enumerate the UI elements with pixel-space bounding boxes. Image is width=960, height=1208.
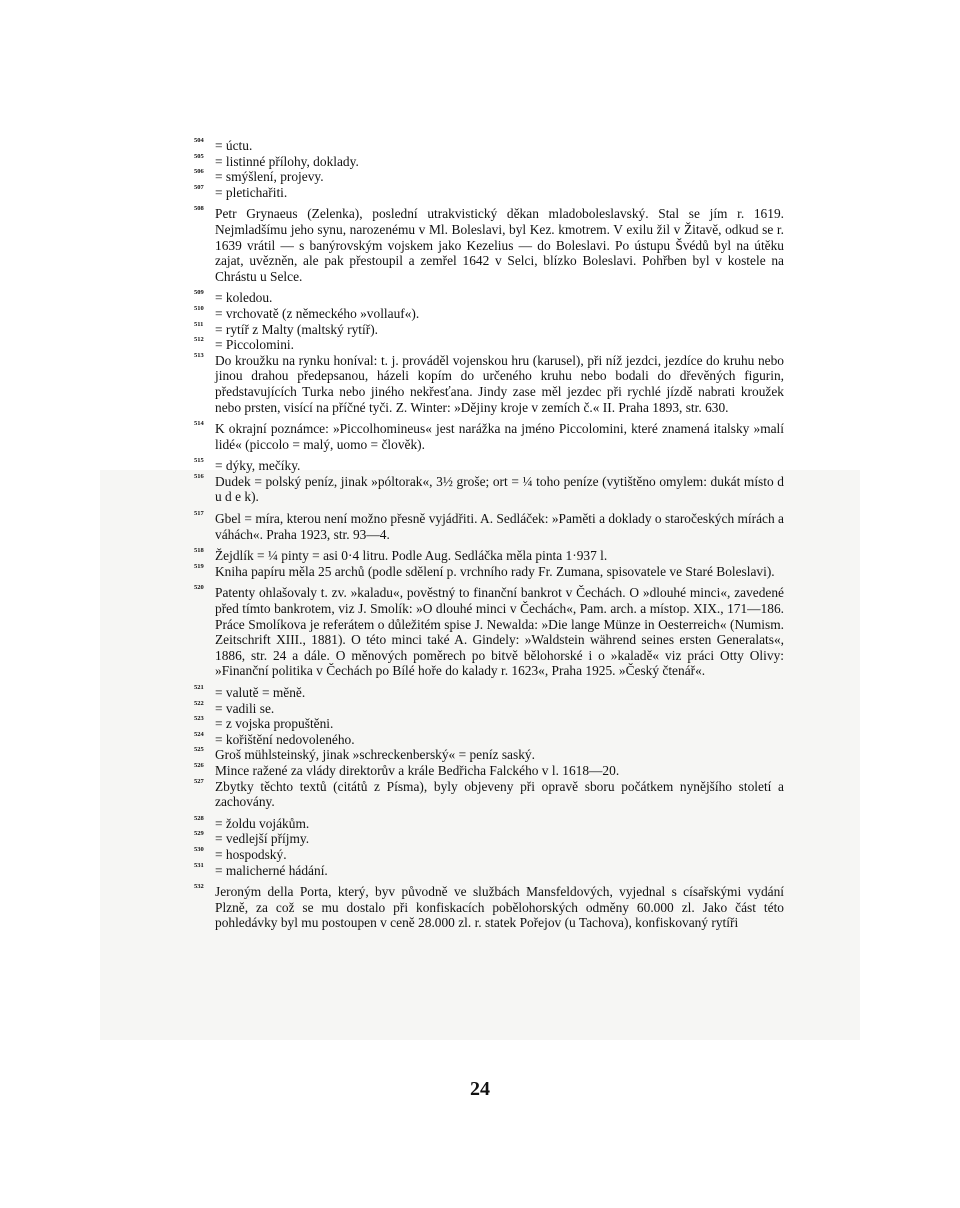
footnote-text: Žejdlík = ¼ pinty = asi 0·4 litru. Podle Aug. Sedláčka měla pinta 1·937 l. — [215, 548, 608, 564]
footnote-number: 511 — [194, 320, 204, 328]
footnote-number: 518 — [194, 547, 204, 555]
footnote-text: = malicherné hádání. — [215, 862, 328, 878]
footnote — [194, 732, 784, 748]
footnote-number: 505 — [194, 152, 204, 160]
footnote-number: 521 — [194, 684, 204, 691]
footnote-text: = hospodský. — [215, 846, 287, 862]
footnote-text: Do kroužku na rynku honíval: t. j. prováděl vojenskou hru (karusel), při níž jezdci, jezdíce do kruhu nebo jinou drahou předepsanou, házeli kopím do určeného kruhu nebo bodali do dřevěných figurin, představujících Turka nebo jiného nekřesťana. Jindy zase měl jezdec při rychlé jízdě nabrati kroužek nebo prsten, visící na příčné tyči. Z. Winter: »Dějiny kroje v zemích č.« II. Praha 1893, str. 630. — [215, 352, 784, 415]
footnote — [194, 779, 784, 810]
footnote-text: Mince ražené za vlády direktorův a krále Bedřicha Falckého v l. 1618—20. — [215, 762, 620, 778]
footnote-number: 523 — [194, 715, 204, 723]
footnote-text: Patenty ohlašovaly t. zv. »kaladu«, pověstný to finanční bankrot v Čechách. O »dlouhé minci«, zavedené před tímto bankrotem, viz J. Smolík: »O dlouhé minci v Čechách«, Pam. arch. a místop. XIX., 171—186. Práce Smolíkova je referátem o důležitém spise J. Newalda: »Die lange Münze in Oesterreich« (Numism. Zeitschrift XIII., 1881). O této minci také A. Gindely: »Waldstein während seines ersten Generalats«, 1886, str. 24 a dále. O měnových poměrech po bitvě bělohorské i o »kaladě« viz práci Otty Olivy: »Finanční politika v Čechách po Bílé hoře do kalady r. 1623«, Praha 1925. »Český čtenář«. — [215, 585, 784, 679]
footnote-number: 512 — [194, 336, 204, 344]
footnote — [194, 290, 784, 306]
footnote — [194, 337, 784, 353]
footnote-text: = rytíř z Malty (maltský rytíř). — [215, 321, 378, 337]
footnote-text: Jeroným della Porta, který, byv původně ve službách Mansfeldových, vyjednal s císařskými vydání Plzně, za což se mu dostalo při konfiskacích pobělohorských odměny 60.000 zl. Jako část této pohledávky byl mu postoupen v ceně 28.000 zl. r. statek Pořejov (u Tachova), konfiskovaný rytíři — [215, 884, 784, 931]
footnote-number: 516 — [194, 472, 204, 480]
footnote-text: = pletichařiti. — [215, 184, 288, 200]
footnote — [194, 154, 784, 170]
footnote — [194, 701, 784, 717]
footnote — [194, 747, 784, 763]
footnote — [194, 685, 784, 701]
footnote — [194, 306, 784, 322]
footnote-number: 531 — [194, 861, 204, 869]
footnote-text: = koledou. — [215, 290, 273, 306]
footnote-text: Dudek = polský peníz, jinak »póltorak«, 3½ groše; ort = ¼ toho peníze (vytištěno omylem: dukát místo d u d e k). — [215, 473, 784, 505]
footnote — [194, 138, 784, 154]
footnote — [194, 863, 784, 879]
footnote-text: Petr Grynaeus (Zelenka), poslední utrakvistický děkan mladoboleslavský. Stal se jím r. 1619. Nejmladšímu jeho synu, narozenému v Ml. Boleslavi, byl Kez. kmotrem. V exilu žil v Žitavě, odkud se r. 1639 vrátil — s banýrovským vojskem jako Kezelius — do Boleslavi. Po ústupu Švédů byl na útěku zajat, uvězněn, ale pak přestoupil a zemřel 1642 v Selci, blízko Boleslavi. Pohřben byl v kostele na Chrástu u Selce. — [215, 206, 784, 284]
footnote-text: = valutě = měně. — [215, 685, 306, 700]
footnote-text: = z vojska propuštěni. — [215, 716, 334, 732]
footnote — [194, 353, 784, 415]
footnote-text: = smýšlení, projevy. — [215, 169, 324, 185]
footnote-number: 527 — [194, 777, 204, 785]
footnote-number: 513 — [194, 351, 204, 359]
footnote — [194, 847, 784, 863]
footnote-number: 525 — [194, 746, 204, 754]
footnote-text: = kořištění nedovoleného. — [215, 731, 355, 747]
footnote-number: 510 — [194, 304, 204, 312]
footnote — [194, 474, 784, 505]
footnote — [194, 585, 784, 679]
footnote — [194, 421, 784, 452]
footnote-text: Zbytky těchto textů (citátů z Písma), byly objeveny při opravě sboru počátkem nynějšího století a zachovány. — [215, 778, 784, 810]
footnote-text: = Piccolomini. — [215, 337, 294, 353]
footnote-text: Groš mühlsteinský, jinak »schreckenberský« = peníz saský. — [215, 747, 535, 763]
footnote — [194, 716, 784, 732]
footnote-text: = žoldu vojákům. — [215, 815, 310, 831]
footnote-number: 507 — [194, 183, 204, 191]
footnote — [194, 322, 784, 338]
footnote — [194, 884, 784, 931]
footnote — [194, 511, 784, 542]
footnote-number: 506 — [194, 168, 204, 176]
page-number: 24 — [470, 1078, 490, 1100]
footnote-number: 530 — [194, 845, 204, 853]
footnote — [194, 831, 784, 847]
footnote-number: 517 — [194, 510, 204, 518]
footnote-number: 508 — [194, 205, 204, 213]
footnote — [194, 564, 784, 580]
footnote-text: Kniha papíru měla 25 archů (podle sdělení p. vrchního rady Fr. Zumana, spisovatele ve Staré Boleslavi). — [215, 563, 775, 579]
footnote-text: = listinné přílohy, doklady. — [215, 153, 359, 169]
footnote-number: 524 — [194, 730, 204, 738]
footnote — [194, 185, 784, 201]
footnote-text: = vedlejší příjmy. — [215, 831, 310, 847]
footnote — [194, 169, 784, 185]
footnote-number: 520 — [194, 584, 204, 592]
footnote — [194, 206, 784, 284]
footnote-number: 532 — [194, 883, 204, 891]
footnote-text: Gbel = míra, kterou není možno přesně vyjádřiti. A. Sedláček: »Paměti a doklady o staročeských mírách a váhách«. Praha 1923, str. 93—4. — [215, 511, 784, 542]
footnote-text: = vadili se. — [215, 700, 275, 716]
footnote-number: 514 — [194, 420, 204, 428]
footnote — [194, 763, 784, 779]
footnote-number: 528 — [194, 814, 204, 822]
footnote-number: 522 — [194, 699, 204, 707]
footnote-text: = úctu. — [215, 138, 253, 153]
footnote — [194, 816, 784, 832]
footnotes-list — [194, 138, 784, 931]
footnote — [194, 458, 784, 474]
footnote-text: = vrchovatě (z německého »vollauf«). — [215, 305, 420, 321]
footnote-text: = dýky, mečíky. — [215, 458, 301, 474]
footnote-text: K okrajní poznámce: »Piccolhomineus« jest narážka na jméno Piccolomini, které znamená italsky »malí lidé« (piccolo = malý, uomo = člověk). — [215, 421, 784, 452]
footnote-number: 504 — [194, 137, 204, 144]
footnote-number: 509 — [194, 289, 204, 297]
footnote-number: 526 — [194, 761, 204, 769]
footnote-number: 515 — [194, 457, 204, 465]
footnote-number: 529 — [194, 830, 204, 838]
footnote — [194, 548, 784, 564]
footnote-number: 519 — [194, 562, 204, 570]
